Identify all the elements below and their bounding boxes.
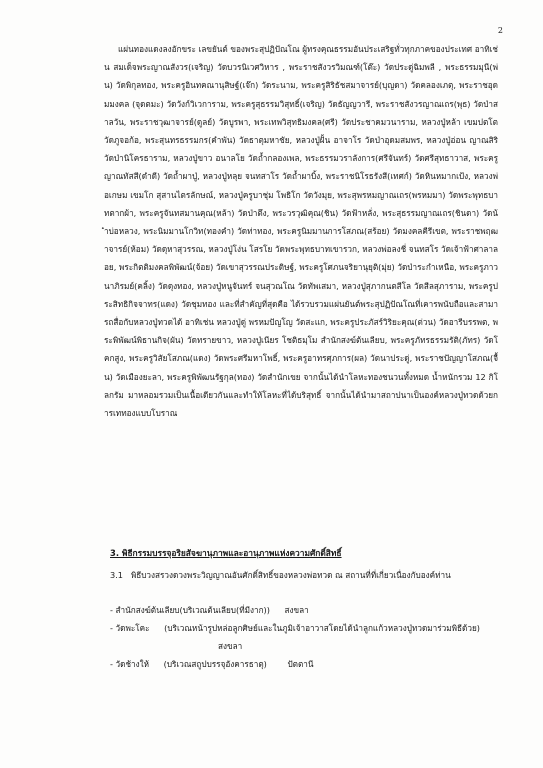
place-name: - วัดพะโคะ — [110, 623, 150, 633]
place-name: - วัดช้างให้ — [110, 659, 150, 669]
place-location-province: ปัตตานี — [287, 659, 314, 669]
list-item — [110, 637, 498, 655]
list-item — [110, 655, 498, 673]
body-paragraph: แผ่นทองแดงลงอักขระ เลขยันต์ ของพระสุปฏิปัณโณ ผู้ทรงคุณธรรมอันประเสริฐทั่วทุกภาคของประเทศ อาทิเช่น สมเด็จพระญาณสังวร(เจริญ) วัดบวรนิเวศวิหาร , พระราชสังวรวิมณฑ์(โต๊ะ) วัดประดู่ฉิมพลี , พระธรรมมุนี(พ่น) วัดพิกุลทอง, พระครูอินทคณานุสิษฐ์(เจ๊ก) วัดระนาม, พระครูสิริธัชสมาจารย์(บุญดา) วัดคลองเภตุ, พระราชอุดมมงคล (จุดตมะ) วัดวังก์วิเวการาม, พระครูสุธรรมวิสุทธิ์(เจริญ) วัดธัญญวารี, พระราชสังวรญาณเถร(พุธ) วัดป่าสาลวัน, พระราชวุฒาจารย์(ดูลย์) วัดบูรพา, พระเทพวิสุทธิมงคล(ศรี) วัดประชาคมวนาราม, หลวงปู่หล้า เขมปตโต วัดภูจอก้อ, พระสุนทรธรรมกร(คำพัน) วัดธาตุมหาชัย, หลวงปู่ฝั้น อาจาโร วัดป่าอุดมสมพร, หลวงปู่อ่อน ญาณสิริ วัดป่านิโครธาราม, หลวงปู่ขาว อนาลโย วัดถ้ำกลองเพล, พระธรรมวราลังการ(ศรีจันทร์) วัดศรีสุทธาวาส, พระครูญาณทัสสี(ดำดี) วัดถ้ำผาปู่, หลวงปู่หลุย จนทสาโร วัดถ้ำผาบิ้ง, พระราชนิโรธรังสี(เทศก์) วัดหินหมากเป้ง, หลวงพ่อเกษม เขมโก สุสานไตรลักษณ์, หลวงปู่ครูบาชุ่ม โพธิโก วัดวังมุย, พระสุพรหมญาณเถร(พรหมมา) วัดพระพุทธบาทตากผ้า, พระครูจันทสมานคุณ(หล้า) วัดป่าตึง, พระวรวุฒิคุณ(ชิน) วัดฟ้าหลั่ง, พระสุธรรมญาณเถร(ชินดา) วัดน้ำบ่อหลวง, พระนิมมานโกวิท(ทองคำ) วัดท่าทอง, พระครูนิมมานการโสภณ(สร้อย) วัดมงคลคีรีเขต, พระราชพฤฒาจารย์(ห้อม) วัดดุหาสุวรรณ, หลวงปู่โง่น โสรโย วัดพระพุทธบาทเขารวก, หลวงพ่อลงชี่ จนทสโร วัดเจ้าฟ้าศาลาลอย, พระกิตติมงคลพิพัฒน์(จ้อย) วัดเขาสุวรรณประดิษฐ์, พระครูโศภนจริยานุยุติ(มุ่ย) วัดป่าระกำเหนือ, พระครูภาวนาภิรมย์(คลิ้ง) วัดดุงทอง, หลวงปู่หนูจันทร์ จนสุวณโณ วัดทัพเสมา, หลวงปู่สุภากนตสีโล วัดสีลสุภาราม, พระครูประสิทธิกิจจาทร(แดง) วัดชุมทอง และที่สำคัญที่สุดคือ ได้รวบรวมแผ่นยันต์พระสุปฏิปัณโณที่เคารพนับถือและสามารถสื่อกับหลวงปู่ทวดได้ อาทิเช่น หลวงปู่ดู่ พรหมปัญโญ วัดสะแก, พระครูประภัสร์วิริยะคุณ(ต่วน) วัดอารีบรรพต, พระพิพัฒน์พิธานกิจ(ผัน) วัดทรายขาว, หลวงปู่เนียร โชติธมฺโม สำนักสงฆ์ต้นเลียบ, พระครูภัทรธรรมรัติ(ภัทร) วัดโคกสูง, พระครูวิสัยโสภณ(แดง) วัดพระศรีมหาโพธิ์, พระครูอาทรศุภการ(ผล) วัดนาประดู่, พระราชปัญญาโสภณ(จื้น) วัดเมืองยะลา, พระครูพิพัฒนรัฐกุล(ทอง) วัดสำนักเขย จากนั้นได้นำโลหะทองชนวนทั้งหมด น้ำหนักรวม 12 กิโลกรัม มาหลอมรวมเป็นเนื้อเดียวกันและทำให้โลหะที่ได้บริสุทธิ์ จากนั้นได้นำมาสถาปนาเป็นองค์หลวงปู่ทวดด้วยการเททองแบบโบราณ — [104, 44, 498, 419]
place-location: (บริเวณสถูปบรรจุอังคารธาตุ) — [163, 659, 267, 669]
section-heading: 3. พิธีกรรมบรรจุอริยสัจฆานุภาพและอานุภาพแห่งความศักดิ์สิทธิ์ — [110, 548, 342, 558]
place-name — [110, 641, 158, 651]
place-location: (บริเวณหน้ารูปหล่อลูกศิษย์และในภูมิเจ้าอาวาสโดยได้นำลูกแก้วหลวงปู่ทวดมาร่วมพิธีด้วย) — [164, 623, 480, 633]
place-location: สงขลา — [218, 641, 243, 651]
list-item — [110, 601, 498, 619]
subsection-number: 3.1 — [110, 570, 124, 580]
place-location: สงขลา — [284, 605, 309, 615]
ceremony-place-list — [110, 601, 498, 673]
page-number: 2 — [497, 26, 503, 35]
subsection-text: พิธีบวงสรวงดวงพระวิญญาณอันศักดิ์สิทธิ์ของหลวงพ่อทวด ณ สถานที่ที่เกี่ยวเนื่องกับองค์ท่าน — [130, 570, 451, 580]
subsection-3-1 — [110, 566, 498, 584]
list-item — [110, 619, 498, 637]
place-name: - สำนักสงฆ์ต้นเลียบ(บริเวณต้นเลียบ(ที่มีงาก)) — [110, 605, 270, 615]
